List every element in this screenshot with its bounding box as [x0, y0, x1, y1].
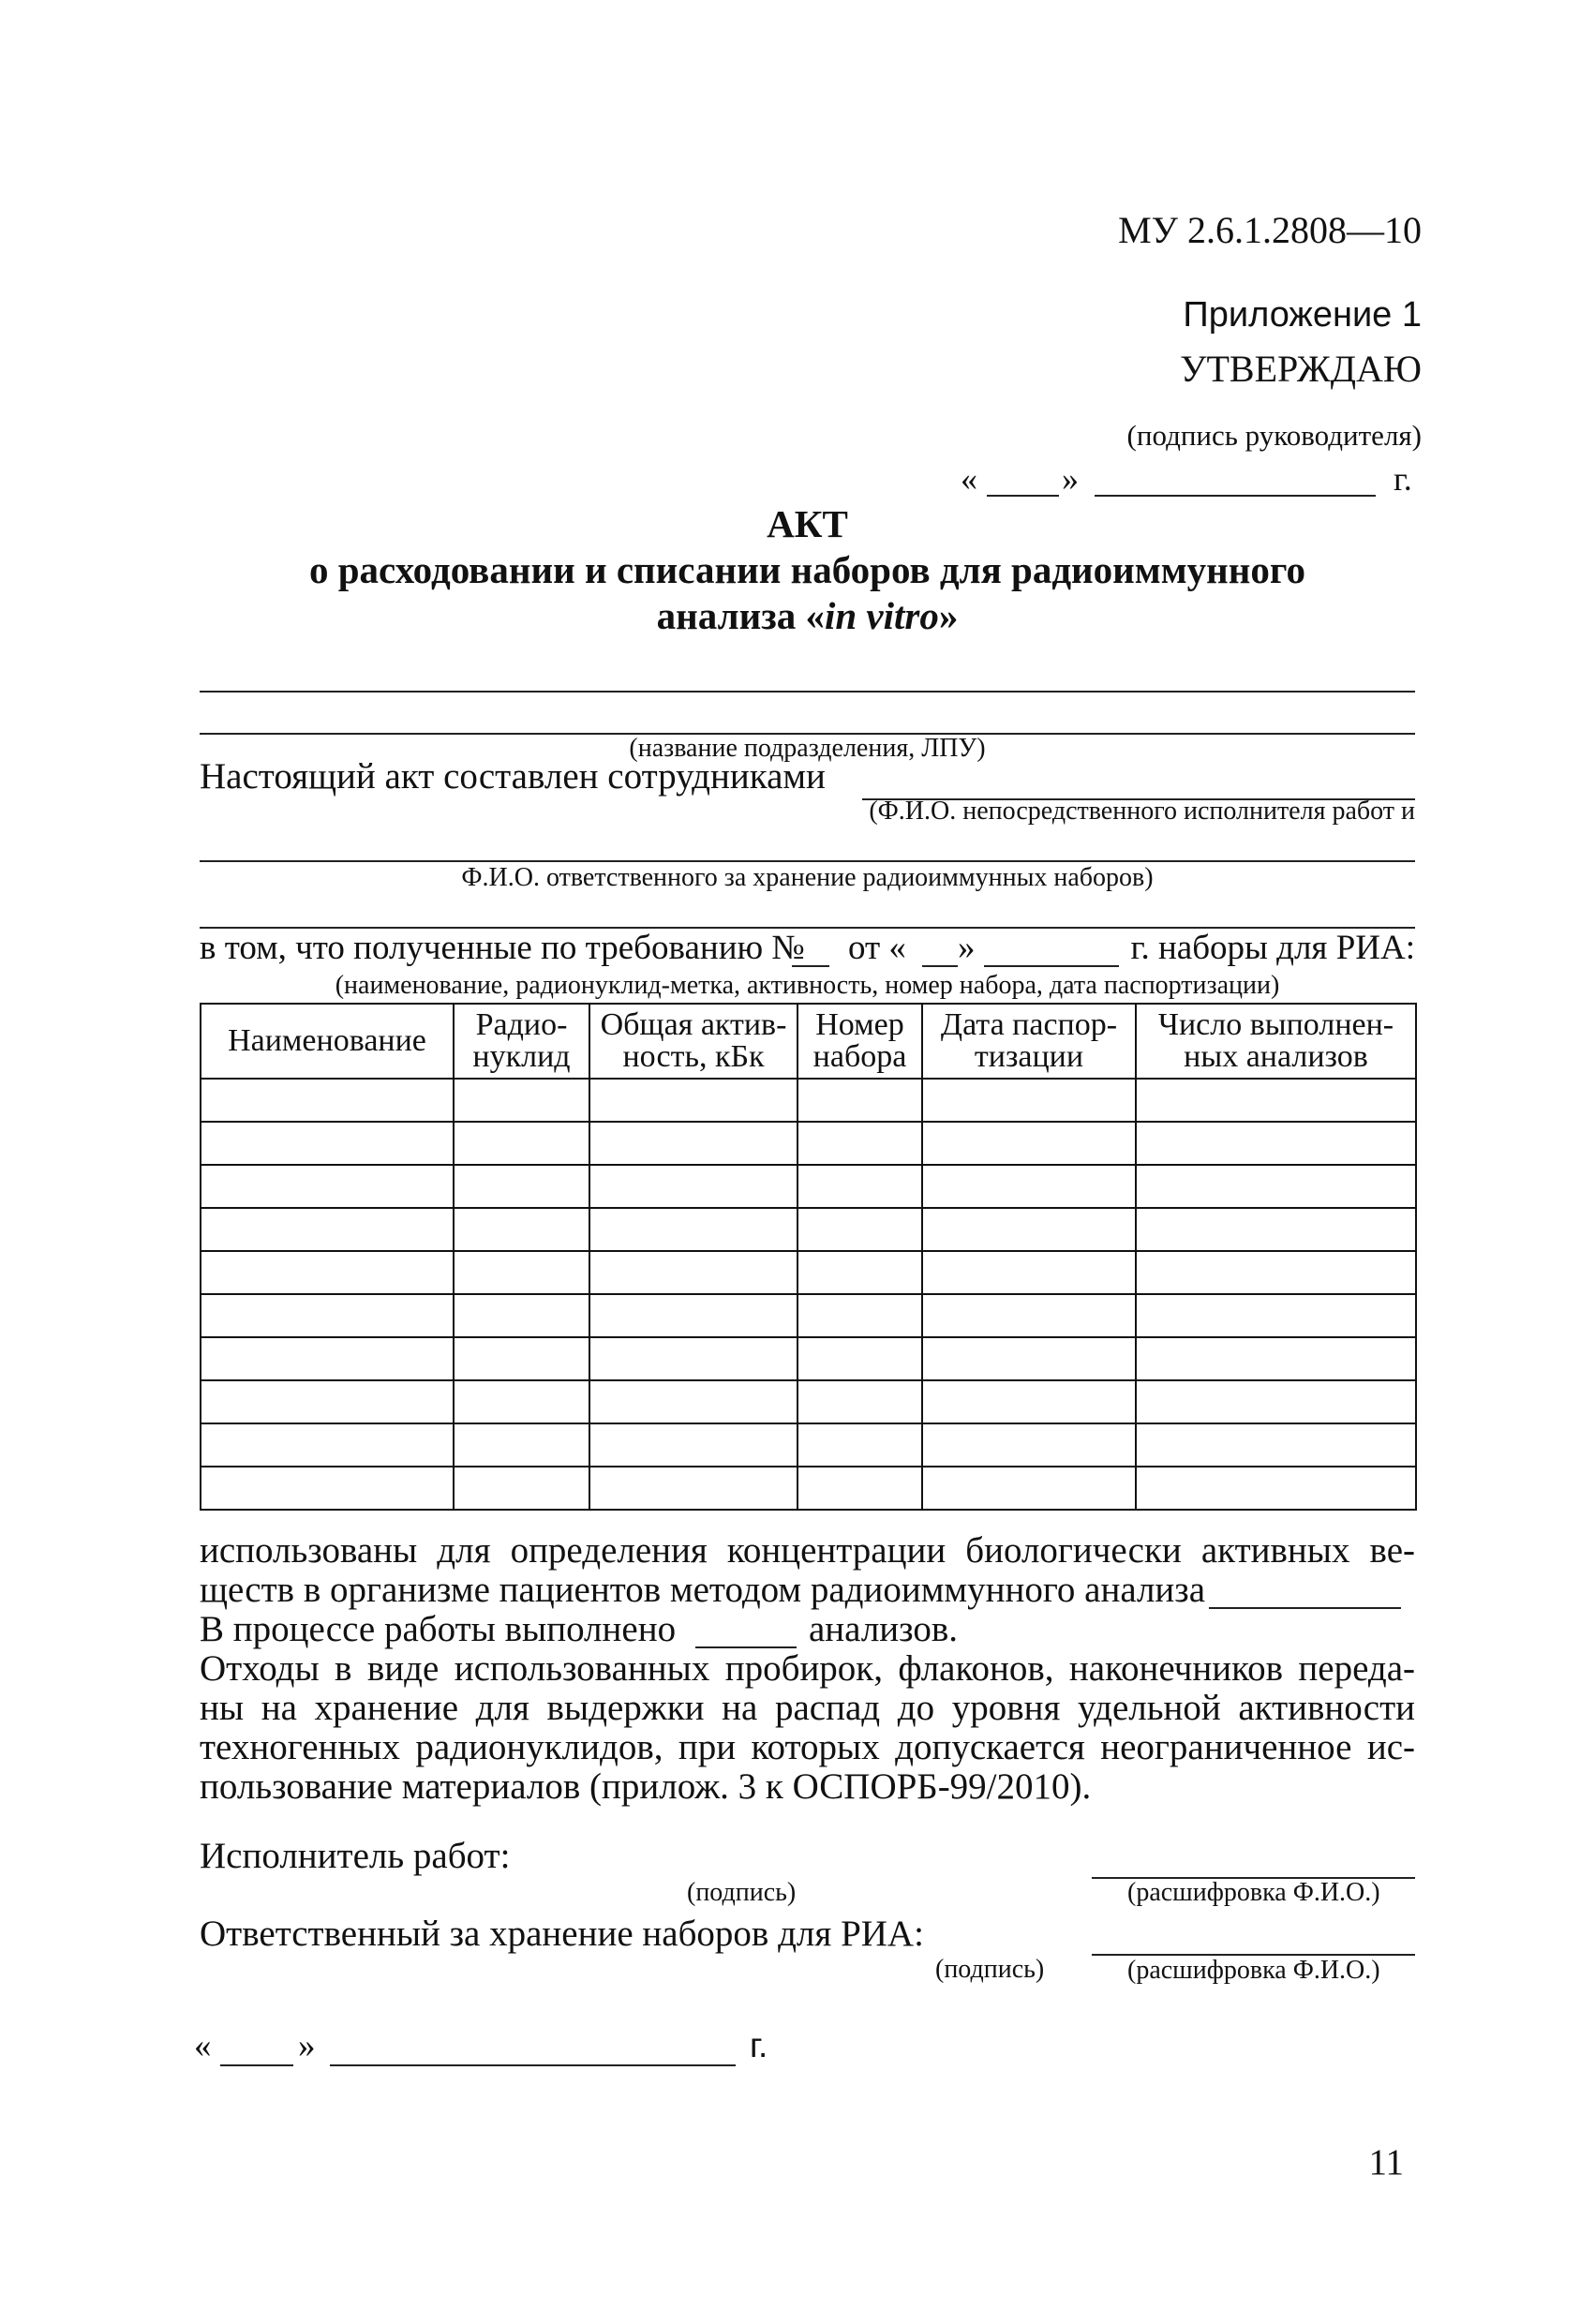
paragraph2-line2: ны на хранение для выдержки на распад до уровня удельной активности [200, 1688, 1415, 1728]
table-cell [454, 1467, 589, 1510]
approve-signature-caption: (подпись руководителя) [1126, 419, 1422, 452]
performed-prefix: В процессе работы выполнено [200, 1609, 677, 1649]
table-cell [798, 1165, 922, 1208]
col-header-activity: Общая актив- ность, кБк [589, 1004, 798, 1079]
table-cell [922, 1165, 1136, 1208]
table-cell [454, 1165, 589, 1208]
table-cell [589, 1165, 798, 1208]
year-suffix: г. [750, 2026, 768, 2064]
act-title [200, 501, 1415, 639]
table-cell [1136, 1208, 1416, 1251]
table-cell [589, 1467, 798, 1510]
year-suffix: г. [1394, 460, 1412, 498]
table-cell [922, 1079, 1136, 1122]
table-row [201, 1467, 1416, 1510]
table-cell [454, 1122, 589, 1165]
col-header-analyses-count: Число выполнен- ных анализов [1136, 1004, 1416, 1079]
table-cell [201, 1122, 454, 1165]
table-cell [589, 1337, 798, 1380]
table-cell [589, 1251, 798, 1294]
table-cell [201, 1208, 454, 1251]
table-body [201, 1079, 1416, 1510]
table-cell [454, 1423, 589, 1467]
method-blank [1209, 1607, 1401, 1609]
paragraph2-line4: пользование материалов (прилож. 3 к ОСПОРБ-99/2010). [200, 1766, 1092, 1807]
composed-caption-1: (Ф.И.О. непосредственного исполнителя работ и [869, 797, 1415, 826]
table-cell [1136, 1337, 1416, 1380]
performed-suffix: анализов. [809, 1609, 959, 1649]
table-cell [454, 1294, 589, 1337]
table-cell [201, 1165, 454, 1208]
table-cell [1136, 1165, 1416, 1208]
table-cell [798, 1208, 922, 1251]
table-cell [1136, 1467, 1416, 1510]
paragraph1-line2: ществ в организме пациентов методом радиоиммунного анализа [200, 1570, 1206, 1610]
table-cell [201, 1337, 454, 1380]
table-cell [454, 1380, 589, 1423]
appendix-label: Приложение 1 [1183, 295, 1422, 335]
title-line-3: анализа «in vitro» [656, 594, 959, 637]
table-cell [589, 1079, 798, 1122]
kits-table [200, 1003, 1417, 1511]
col-header-kit-number: Номер набора [798, 1004, 922, 1079]
executor-label: Исполнитель работ: [200, 1836, 511, 1876]
table-cell [798, 1079, 922, 1122]
table-row [201, 1294, 1416, 1337]
table-cell [798, 1467, 922, 1510]
table-cell [201, 1079, 454, 1122]
table-cell [589, 1208, 798, 1251]
table-cell [1136, 1122, 1416, 1165]
responsible-label: Ответственный за хранение наборов для РИА: [200, 1914, 924, 1954]
responsible-name-caption: (расшифровка Ф.И.О.) [1127, 1956, 1380, 1985]
table-cell [922, 1208, 1136, 1251]
title-italic: in vitro [824, 594, 939, 637]
table-cell [922, 1251, 1136, 1294]
table-cell [454, 1251, 589, 1294]
table-cell [454, 1208, 589, 1251]
table-cell [798, 1294, 922, 1337]
table-row [201, 1380, 1416, 1423]
table-row [201, 1337, 1416, 1380]
request-text-4: г. наборы для РИА: [1130, 929, 1415, 967]
table-cell [1136, 1294, 1416, 1337]
col-header-name: Наименование [201, 1004, 454, 1079]
responsible-signature-caption: (подпись) [935, 1955, 1045, 1984]
request-month-blank [984, 965, 1119, 967]
table-cell [922, 1294, 1136, 1337]
table-cell [201, 1294, 454, 1337]
table-cell [922, 1423, 1136, 1467]
table-cell [1136, 1380, 1416, 1423]
table-cell [454, 1079, 589, 1122]
table-row [201, 1208, 1416, 1251]
table-cell [922, 1122, 1136, 1165]
table-cell [798, 1337, 922, 1380]
table-cell [1136, 1423, 1416, 1467]
paragraph2-line3: техногенных радионуклидов, при которых допускается неограниченное ис- [200, 1727, 1415, 1767]
col-header-passport-date: Дата паспор- тизации [922, 1004, 1136, 1079]
table-cell [201, 1380, 454, 1423]
table-cell [201, 1251, 454, 1294]
dept-caption: (название подразделения, ЛПУ) [629, 734, 986, 763]
document-code: МУ 2.6.1.2808—10 [1118, 209, 1422, 251]
request-caption: (наименование, радионуклид-метка, активность, номер набора, дата паспортизации) [335, 971, 1280, 1000]
table-row [201, 1079, 1416, 1122]
month-blank [330, 2064, 736, 2066]
table-cell [1136, 1079, 1416, 1122]
dept-line-1 [200, 691, 1415, 693]
composed-text: Настоящий акт составлен сотрудниками [200, 756, 826, 797]
composed-caption-2: Ф.И.О. ответственного за хранение радиоиммунных наборов) [461, 863, 1154, 892]
executor-signature-caption: (подпись) [687, 1878, 797, 1907]
day-blank [987, 495, 1059, 497]
table-cell [201, 1423, 454, 1467]
request-text-1: в том, что полученные по требованию № [200, 929, 805, 967]
table-header-row [201, 1004, 1416, 1079]
table-row [201, 1122, 1416, 1165]
table-cell [798, 1380, 922, 1423]
col-header-radionuclide: Радио- нуклид [454, 1004, 589, 1079]
table-row [201, 1251, 1416, 1294]
quote-open: « [194, 2027, 212, 2065]
approve-title: УТВЕРЖДАЮ [1180, 348, 1422, 390]
table-cell [201, 1467, 454, 1510]
table-cell [454, 1337, 589, 1380]
page-number: 11 [1368, 2142, 1404, 2182]
table-cell [922, 1467, 1136, 1510]
paragraph2-line1: Отходы в виде использованных пробирок, флаконов, наконечников переда- [200, 1648, 1415, 1689]
table-cell [589, 1380, 798, 1423]
quote-open: « [961, 460, 977, 498]
table-cell [922, 1380, 1136, 1423]
day-blank [220, 2064, 293, 2066]
quote-close: » [298, 2027, 316, 2065]
month-blank [1095, 495, 1376, 497]
paragraph1-line1: использованы для определения концентрации биологически активных ве- [200, 1530, 1415, 1571]
table-cell [589, 1294, 798, 1337]
table-cell [589, 1423, 798, 1467]
table-cell [1136, 1251, 1416, 1294]
request-number-blank [792, 965, 829, 967]
request-text-3: » [958, 929, 976, 967]
table-cell [922, 1337, 1136, 1380]
table-cell [798, 1423, 922, 1467]
composed-line-2 [200, 860, 1415, 862]
quote-close: » [1062, 460, 1079, 498]
table-row [201, 1165, 1416, 1208]
request-day-blank [922, 965, 958, 967]
title-line-2: о расходовании и списании наборов для радиоиммунного [309, 548, 1305, 591]
table-row [201, 1423, 1416, 1467]
table-cell [798, 1122, 922, 1165]
request-text-2: от « [848, 929, 906, 967]
table-cell [798, 1251, 922, 1294]
title-line-1: АКТ [767, 502, 848, 545]
executor-name-caption: (расшифровка Ф.И.О.) [1127, 1878, 1380, 1907]
table-cell [589, 1122, 798, 1165]
